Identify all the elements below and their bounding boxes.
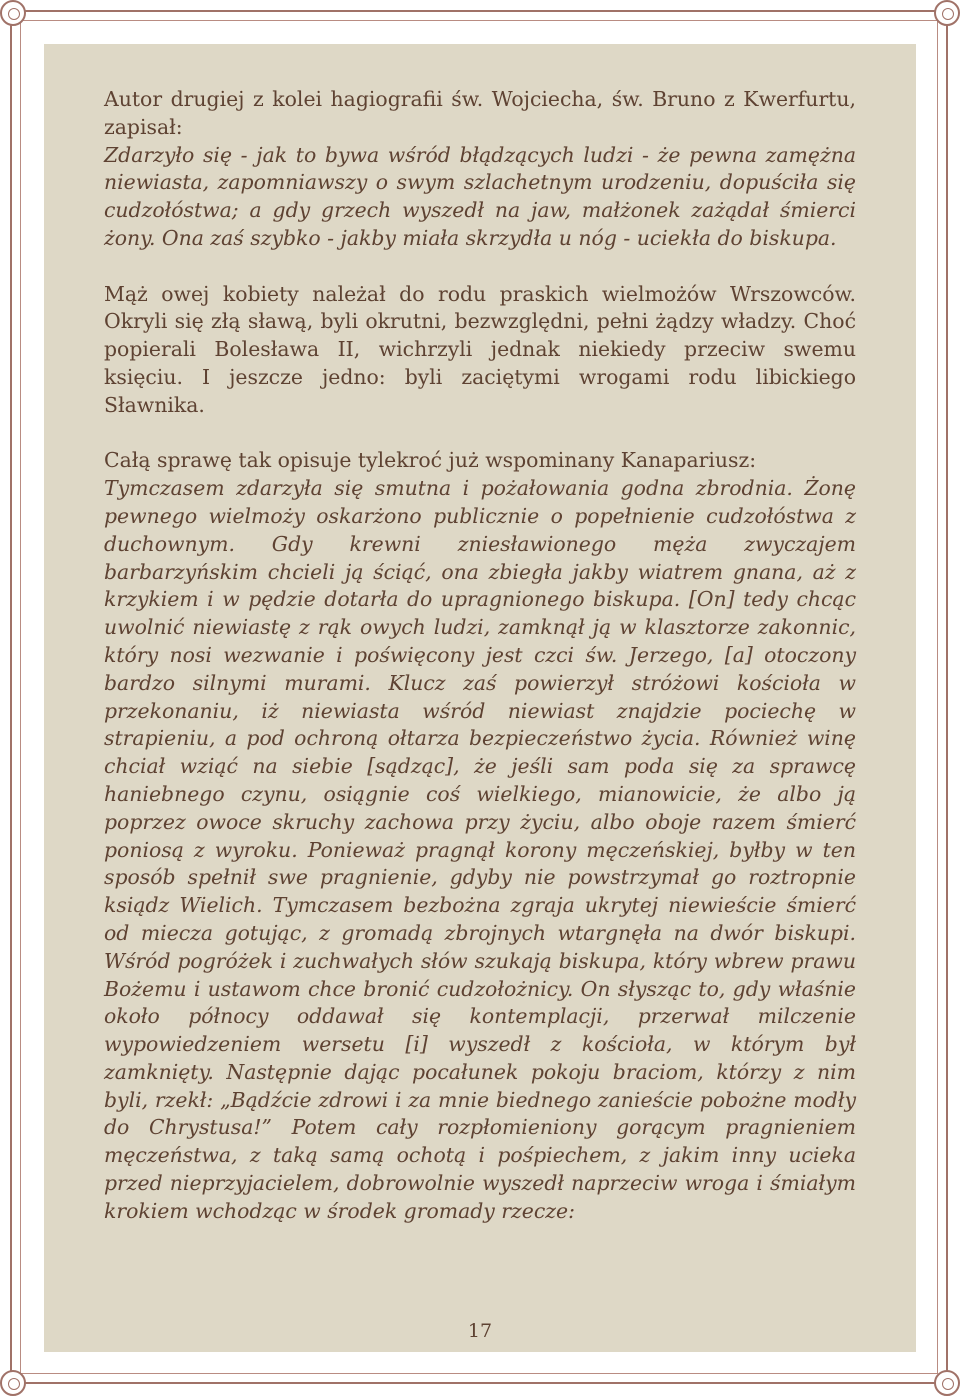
corner-ornament-icon: [934, 1370, 960, 1396]
paragraph-wrszowcy: Mąż owej kobiety należał do rodu praskich wielmożów Wrszowców. Okryli się złą sławą, byli okrutni, bezwzględni, pełni żądzy władzy. Choć popierali Bolesława II, wichrzyli jednak niekiedy przeciw swemu księciu. I jeszcze jedno: byli zaciętymi wrogami rodu libickiego Sławnika.: [104, 281, 856, 417]
page-number: 17: [467, 1320, 493, 1342]
paragraph-intro: Autor drugiej z kolei hagiografii św. Wojciecha, św. Bruno z Kwerfurtu, zapisał:: [104, 87, 856, 139]
corner-ornament-icon: [0, 1370, 26, 1396]
quote-kanapariusz: Tymczasem zdarzyła się smutna i pożałowania godna zbrodnia. Żonę pewnego wielmoży oskarżono publicznie o popełnienie cudzołóstwa z duchownym. Gdy krewni zniesławionego męża zwyczajem barbarzyńskim chcieli ją ściąć, ona zbiegła jakby wiatrem gnana, aż z krzykiem i w pędzie dotarła do upragnionego biskupa. [On] tedy chcąc uwolnić niewiastę z rąk owych ludzi, zamknął ją w klasztorze zakonnic, który nosi wezwanie i poświęcony jest czci św. Jerzego, [a] otoczony bardzo silnymi murami. Klucz zaś powierzył stróżowi kościoła w przekonaniu, iż niewiasta wśród niewiast znajdzie pociechę w strapieniu, a pod ochroną ołtarza bezpieczeństwo życia. Również winę chciał wziąć na siebie [sądząc], że jeśli sam poda się za sprawcę haniebnego czynu, osiągnie coś wielkiego, mianowicie, że albo ją poprzez owoce skruchy zachowa przy życiu, albo oboje razem śmierć poniosą z wyroku. Ponieważ pragnął korony męczeńskiej, byłby w ten sposób spełnił swe pragnienie, gdyby nie powstrzymał go roztropnie ksiądz Wielich. Tymczasem bezbożna zgraja ukrytej niewieście śmierć od miecza gotując, z gromadą zbrojnych wtargnęła na dwór biskupi. Wśród pogróżek i zuchwałych słów szukają biskupa, który wbrew prawu Bożemu i ustawom chce bronić cudzołożnicy. On słysząc to, gdy właśnie około północy oddawał się kontemplacji, przerwał milczenie wypowiedzeniem wersetu [i] wyszedł z kościoła, w którym był zamknięty. Następnie dając pocałunek pokoju braciom, którzy z nim byli, rzekł: „Bądźcie zdrowi i za mnie biednego zanieście pobożne modły do Chrystusa!” Potem cały rozpłomieniony gorącym pragnieniem męczeństwa, z taką samą ochotą i pośpiechem, z jakim inny ucieka przed nieprzyjacielem, dobrowolnie wyszedł naprzeciw wroga i śmiałym krokiem wchodząc w środek gromady rzecze:: [104, 476, 856, 1223]
page-content: [104, 86, 856, 1226]
quote-bruno: Zdarzyło się - jak to bywa wśród błądzących ludzi - że pewna zamężna niewiasta, zapomniawszy o swym szlachetnym urodzeniu, dopuściła się cudzołóstwa; a gdy grzech wyszedł na jaw, małżonek zażądał śmierci żony. Ona zaś szybko - jakby miała skrzydła u nóg - uciekła do biskupa.: [104, 142, 856, 250]
paragraph-kanapariusz-intro: Całą sprawę tak opisuje tylekroć już wspominany Kanapariusz:: [104, 448, 757, 473]
corner-ornament-icon: [934, 0, 960, 26]
corner-ornament-icon: [0, 0, 26, 26]
